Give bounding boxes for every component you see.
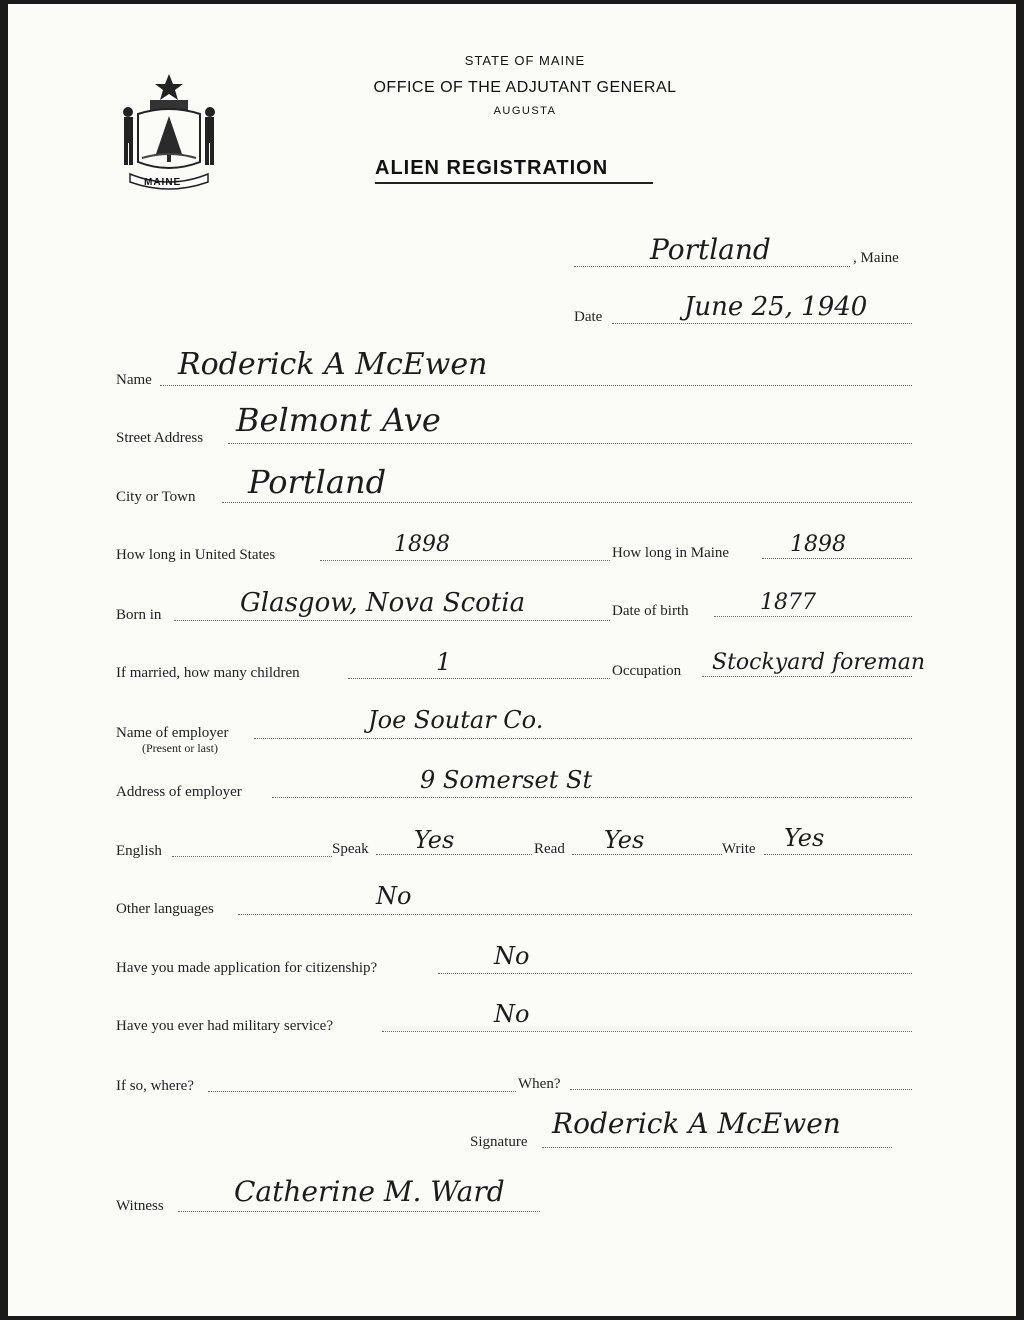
- witness-entry: Catherine M. Ward: [234, 1175, 505, 1208]
- header-state: STATE OF MAINE: [464, 53, 586, 68]
- employer-address-entry: 9 Somerset St: [420, 766, 593, 794]
- when-label: When?: [518, 1076, 561, 1092]
- name-entry: Roderick A McEwen: [178, 347, 488, 382]
- speak-entry: Yes: [414, 826, 455, 854]
- how-long-us-entry: 1898: [394, 532, 450, 557]
- children-label: If married, how many children: [116, 665, 300, 681]
- header-city: AUGUSTA: [493, 105, 557, 117]
- english-line: [172, 856, 332, 857]
- city-line: [222, 502, 912, 503]
- occupation-label: Occupation: [612, 663, 682, 679]
- date-of-birth-entry: 1877: [760, 590, 816, 615]
- how-long-maine-line: [762, 558, 912, 559]
- place-suffix: , Maine: [853, 250, 899, 266]
- date-label: Date: [574, 309, 603, 325]
- name-line: [160, 385, 912, 386]
- seal-banner-text: MAINE: [144, 177, 182, 188]
- date-entry: June 25, 1940: [684, 292, 868, 322]
- occupation-line: [702, 676, 912, 677]
- place-line: [574, 266, 850, 267]
- read-entry: Yes: [604, 826, 645, 854]
- form-title: ALIEN REGISTRATION: [375, 157, 609, 179]
- military-entry: No: [494, 1000, 530, 1028]
- how-long-us-label: How long in United States: [116, 547, 276, 563]
- date-of-birth-line: [714, 616, 912, 617]
- write-entry: Yes: [784, 824, 825, 852]
- employer-address-label: Address of employer: [116, 784, 242, 800]
- other-languages-label: Other languages: [116, 901, 214, 917]
- name-label: Name: [116, 372, 152, 388]
- born-in-line: [174, 620, 610, 621]
- citizenship-entry: No: [494, 942, 530, 970]
- other-languages-line: [238, 914, 912, 915]
- write-line: [764, 854, 912, 855]
- date-line: [612, 323, 912, 324]
- employer-name-line: [254, 738, 912, 739]
- registration-form-page: [8, 4, 1016, 1316]
- witness-label: Witness: [116, 1198, 164, 1214]
- read-line: [572, 854, 722, 855]
- employer-name-label: Name of employer: [116, 725, 229, 741]
- witness-line: [178, 1211, 540, 1212]
- signature-label: Signature: [470, 1134, 528, 1150]
- speak-line: [376, 854, 532, 855]
- if-so-where-label: If so, where?: [116, 1078, 194, 1094]
- date-of-birth-label: Date of birth: [612, 603, 689, 619]
- city-entry: Portland: [248, 463, 387, 501]
- born-in-entry: Glasgow, Nova Scotia: [240, 588, 526, 618]
- military-label: Have you ever had military service?: [116, 1018, 333, 1034]
- read-label: Read: [534, 841, 565, 857]
- header-office: OFFICE OF THE ADJUTANT GENERAL: [373, 79, 677, 96]
- when-line: [570, 1089, 912, 1090]
- city-label: City or Town: [116, 489, 196, 505]
- other-languages-entry: No: [376, 882, 412, 910]
- citizenship-line: [438, 973, 912, 974]
- citizenship-label: Have you made application for citizenship?: [116, 960, 378, 976]
- children-entry: 1: [436, 648, 452, 676]
- born-in-label: Born in: [116, 607, 162, 623]
- military-line: [382, 1031, 912, 1032]
- how-long-us-line: [320, 560, 610, 561]
- street-address-label: Street Address: [116, 430, 204, 446]
- occupation-entry: Stockyard foreman: [712, 650, 926, 675]
- place-entry: Portland: [650, 233, 771, 266]
- speak-label: Speak: [332, 841, 369, 857]
- signature-entry: Roderick A McEwen: [552, 1107, 841, 1140]
- how-long-maine-label: How long in Maine: [612, 545, 730, 561]
- children-line: [348, 678, 610, 679]
- employer-name-entry: Joe Soutar Co.: [368, 706, 544, 734]
- street-address-line: [228, 443, 912, 444]
- english-label: English: [116, 843, 162, 859]
- street-address-entry: Belmont Ave: [236, 401, 441, 439]
- signature-line: [542, 1147, 892, 1148]
- how-long-maine-entry: 1898: [790, 532, 846, 557]
- employer-address-line: [272, 797, 912, 798]
- employer-name-note: (Present or last): [142, 741, 218, 755]
- write-label: Write: [722, 841, 756, 857]
- where-line: [208, 1091, 516, 1092]
- title-underline: [375, 182, 653, 184]
